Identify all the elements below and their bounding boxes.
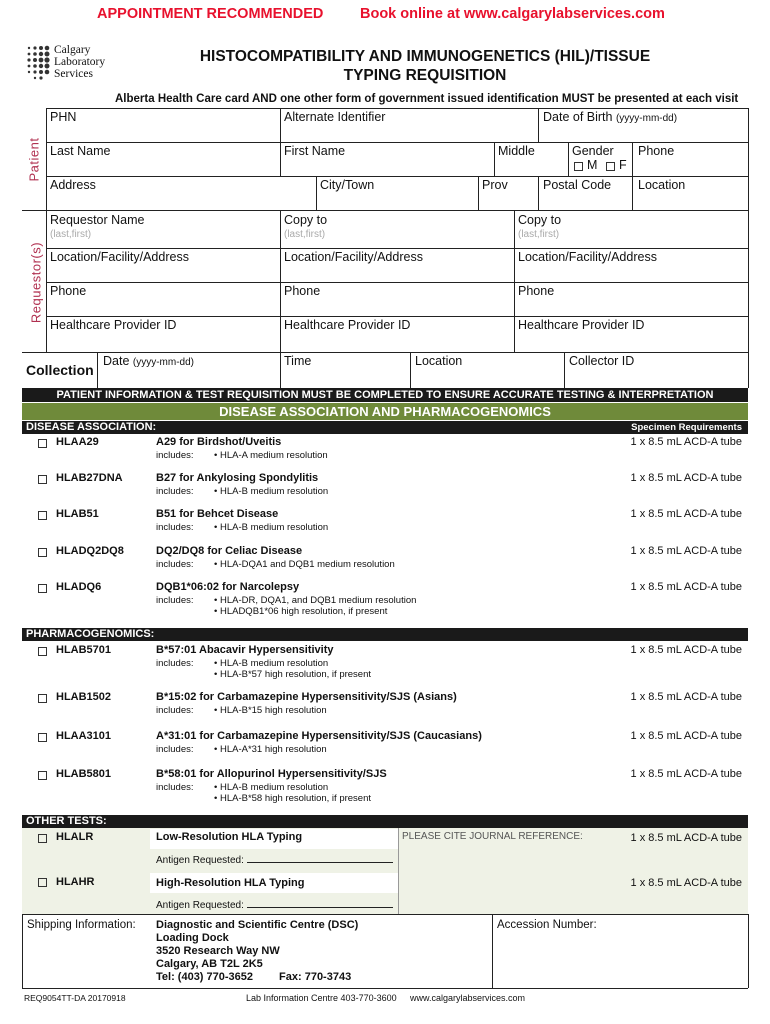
collection-date-field[interactable]: Date (yyyy-mm-dd) [103,354,194,368]
hladq6-include-item [214,606,387,617]
hladq2dq8-specimen: 1 x 8.5 mL ACD-A tube [630,545,742,557]
id-notice: Alberta Health Care card AND one other form of government issued identification MUST be presented at each visit [115,93,739,105]
shipping-address: Diagnostic and Scientific Centre (DSC) Loading Dock 3520 Research Way NW Calgary, AB T2L 2K5 Tel: (403) 770-3652 Fax: 770-3743 [156,919,359,983]
bullet-icon: • [214,658,220,669]
shipping-label: Shipping Information: [27,919,136,931]
hladq6-includes-label: includes: [156,595,194,606]
hlab1502-name: B*15:02 for Carbamazepine Hypersensitivity/SJS (Asians) [156,691,457,703]
hlaa29-name: A29 for Birdshot/Uveitis [156,436,282,448]
requestor-section-label: Requestor(s) [28,241,44,324]
hladq6-specimen: 1 x 8.5 mL ACD-A tube [630,581,742,593]
hlaa3101-checkbox[interactable] [38,733,47,742]
hlaa29-code: HLAA29 [56,436,99,448]
hlaa29-includes-label: includes: [156,450,194,461]
copy-to-2-phone-field[interactable]: Phone [518,284,555,298]
copy-to-2-field[interactable]: Copy to [518,213,562,227]
section-title: DISEASE ASSOCIATION AND PHARMACOGENOMICS [22,403,748,420]
include-item-text: HLA-B medium resolution [219,486,329,497]
bullet-icon: • [214,669,220,680]
hlalr-specimen: 1 x 8.5 mL ACD-A tube [630,832,742,844]
disease-association-header: DISEASE ASSOCIATION: Specimen Requirements [22,421,748,434]
middle-name-field[interactable]: Middle [498,144,535,158]
bullet-icon: • [214,782,220,793]
hlab5701-include-item [214,669,371,680]
hlab5801-specimen: 1 x 8.5 mL ACD-A tube [630,768,742,780]
book-online-link[interactable]: Book online at www.calgarylabservices.com [360,6,665,22]
collector-id-field[interactable]: Collector ID [569,354,635,368]
copy-to-2-hcp-id-field[interactable]: Healthcare Provider ID [518,318,645,332]
date-of-birth-field[interactable]: Date of Birth (yyyy-mm-dd) [543,110,678,124]
hlahr-code: HLAHR [56,876,95,888]
hlaa3101-code: HLAA3101 [56,730,112,742]
hlab51-include-item [214,522,328,533]
collection-time-field[interactable]: Time [284,354,312,368]
hlab1502-code: HLAB1502 [56,691,112,703]
hlab5701-include-item [214,658,328,669]
province-field[interactable]: Prov [482,178,508,192]
hlab51-name: B51 for Behcet Disease [156,508,279,520]
hladq6-code: HLADQ6 [56,581,102,593]
include-item-text: HLA-B medium resolution [219,522,329,533]
requestor-phone-field[interactable]: Phone [50,284,87,298]
hlahr-antigen-field[interactable]: Antigen Requested: [156,900,393,911]
alternate-identifier-field[interactable]: Alternate Identifier [284,110,386,124]
hlaa3101-name: A*31:01 for Carbamazepine Hypersensitivity/SJS (Caucasians) [156,730,482,742]
gender-m-checkbox[interactable] [574,162,583,171]
hlaa29-specimen: 1 x 8.5 mL ACD-A tube [630,436,742,448]
bullet-icon: • [214,559,220,570]
hlaa29-include-item [214,450,328,461]
hlab5801-name: B*58:01 for Allopurinol Hypersensitivity/SJS [156,768,387,780]
hlab5801-checkbox[interactable] [38,771,47,780]
hlaa29-checkbox[interactable] [38,439,47,448]
gender-f-checkbox[interactable] [606,162,615,171]
include-item-text: HLA-B*58 high resolution, if present [219,793,371,804]
lab-info-phone: Lab Information Centre 403-770-3600 [246,993,397,1003]
form-title: HISTOCOMPATIBILITY AND IMMUNOGENETICS (HIL)/TISSUE TYPING REQUISITION [199,48,651,84]
copy-to-1-hcp-id-field[interactable]: Healthcare Provider ID [284,318,411,332]
hlab1502-includes-label: includes: [156,705,194,716]
requestor-hcp-id-field[interactable]: Healthcare Provider ID [50,318,177,332]
hladq2dq8-code: HLADQ2DQ8 [56,545,124,557]
gender-m-label: M [587,158,598,172]
gender-label: Gender [572,144,614,158]
requestor-name-field[interactable]: Requestor Name [50,213,145,227]
bullet-icon: • [214,522,220,533]
hlab51-includes-label: includes: [156,522,194,533]
hlab27dna-name: B27 for Ankylosing Spondylitis [156,472,319,484]
include-item-text: HLA-DQA1 and DQB1 medium resolution [219,559,395,570]
patient-phone-field[interactable]: Phone [638,144,675,158]
requisition-banner: PATIENT INFORMATION & TEST REQUISITION MUST BE COMPLETED TO ENSURE ACCURATE TESTING & INTERPRETATION [22,388,748,402]
hladq6-include-item [214,595,416,606]
logo-text: Calgary Laboratory Services [54,44,106,80]
hlahr-name: High-Resolution HLA Typing [156,877,305,889]
phn-field[interactable]: PHN [50,110,77,124]
hlalr-antigen-field[interactable]: Antigen Requested: [156,855,393,866]
hlab1502-include-item [214,705,327,716]
hlalr-name: Low-Resolution HLA Typing [156,831,303,843]
hlab27dna-code: HLAB27DNA [56,472,123,484]
bullet-icon: • [214,793,220,804]
gender-f-label: F [619,158,627,172]
bullet-icon: • [214,450,220,461]
hlab5801-includes-label: includes: [156,782,194,793]
bullet-icon: • [214,744,220,755]
other-tests-header: OTHER TESTS: [22,815,748,828]
copy-to-1-location-field[interactable]: Location/Facility/Address [284,250,423,264]
requestor-name-hint: (last,first) [50,229,92,240]
hlab5801-include-item [214,782,328,793]
copy-to-2-location-field[interactable]: Location/Facility/Address [518,250,657,264]
include-item-text: HLA-A*31 high resolution [219,744,327,755]
collection-label: Collection [26,362,94,378]
hladq2dq8-name: DQ2/DQ8 for Celiac Disease [156,545,303,557]
hlaa3101-specimen: 1 x 8.5 mL ACD-A tube [630,730,742,742]
hlahr-specimen: 1 x 8.5 mL ACD-A tube [630,877,742,889]
bullet-icon: • [214,705,220,716]
hlab1502-checkbox[interactable] [38,694,47,703]
include-item-text: HLA-A medium resolution [219,450,328,461]
hlab51-specimen: 1 x 8.5 mL ACD-A tube [630,508,742,520]
pharmacogenomics-header: PHARMACOGENOMICS: [22,628,748,641]
copy-to-2-hint: (last,first) [518,229,560,240]
collection-location-field[interactable]: Location [415,354,463,368]
hlalr-checkbox[interactable] [38,834,47,843]
include-item-text: HLA-B*15 high resolution [219,705,327,716]
hladq2dq8-includes-label: includes: [156,559,194,570]
include-item-text: HLA-B medium resolution [219,658,329,669]
hlab5701-code: HLAB5701 [56,644,112,656]
accession-number-field[interactable]: Accession Number: [497,919,597,931]
hlab5701-checkbox[interactable] [38,647,47,656]
form-id: REQ9054TT-DA 20170918 [24,993,126,1003]
hlab27dna-checkbox[interactable] [38,475,47,484]
hlab5701-name: B*57:01 Abacavir Hypersensitivity [156,644,334,656]
hlalr-code: HLALR [56,831,94,843]
last-name-field[interactable]: Last Name [50,144,111,158]
hlab27dna-specimen: 1 x 8.5 mL ACD-A tube [630,472,742,484]
hladq6-name: DQB1*06:02 for Narcolepsy [156,581,300,593]
hladq6-checkbox[interactable] [38,584,47,593]
bullet-icon: • [214,606,220,617]
copy-to-1-hint: (last,first) [284,229,326,240]
hlahr-checkbox[interactable] [38,878,47,887]
include-item-text: HLA-B*57 high resolution, if present [219,669,371,680]
hladq2dq8-include-item [214,559,395,570]
first-name-field[interactable]: First Name [284,144,346,158]
hlab5701-specimen: 1 x 8.5 mL ACD-A tube [630,644,742,656]
hlab5701-includes-label: includes: [156,658,194,669]
address-field[interactable]: Address [50,178,96,192]
footer-website-link[interactable]: www.calgarylabservices.com [410,993,526,1003]
hlab27dna-includes-label: includes: [156,486,194,497]
hladq2dq8-checkbox[interactable] [38,548,47,557]
patient-location-field[interactable]: Location [638,178,686,192]
hlaa3101-include-item [214,744,327,755]
postal-code-field[interactable]: Postal Code [543,178,612,192]
hlaa3101-includes-label: includes: [156,744,194,755]
patient-section-label: Patient [26,137,42,182]
bullet-icon: • [214,595,220,606]
include-item-text: HLA-DR, DQA1, and DQB1 medium resolution [219,595,417,606]
copy-to-1-field[interactable]: Copy to [284,213,328,227]
bullet-icon: • [214,486,220,497]
hlab1502-specimen: 1 x 8.5 mL ACD-A tube [630,691,742,703]
hlab51-checkbox[interactable] [38,511,47,520]
hlab27dna-include-item [214,486,328,497]
journal-reference-field[interactable]: PLEASE CITE JOURNAL REFERENCE: [402,831,583,842]
requestor-location-field[interactable]: Location/Facility/Address [50,250,189,264]
hlab51-code: HLAB51 [56,508,99,520]
include-item-text: HLA-B medium resolution [219,782,329,793]
hlab5801-include-item [214,793,371,804]
logo-dots-icon [25,44,53,80]
appointment-notice: APPOINTMENT RECOMMENDED [97,6,324,22]
city-field[interactable]: City/Town [320,178,375,192]
hlab5801-code: HLAB5801 [56,768,112,780]
include-item-text: HLADQB1*06 high resolution, if present [219,606,388,617]
copy-to-1-phone-field[interactable]: Phone [284,284,321,298]
